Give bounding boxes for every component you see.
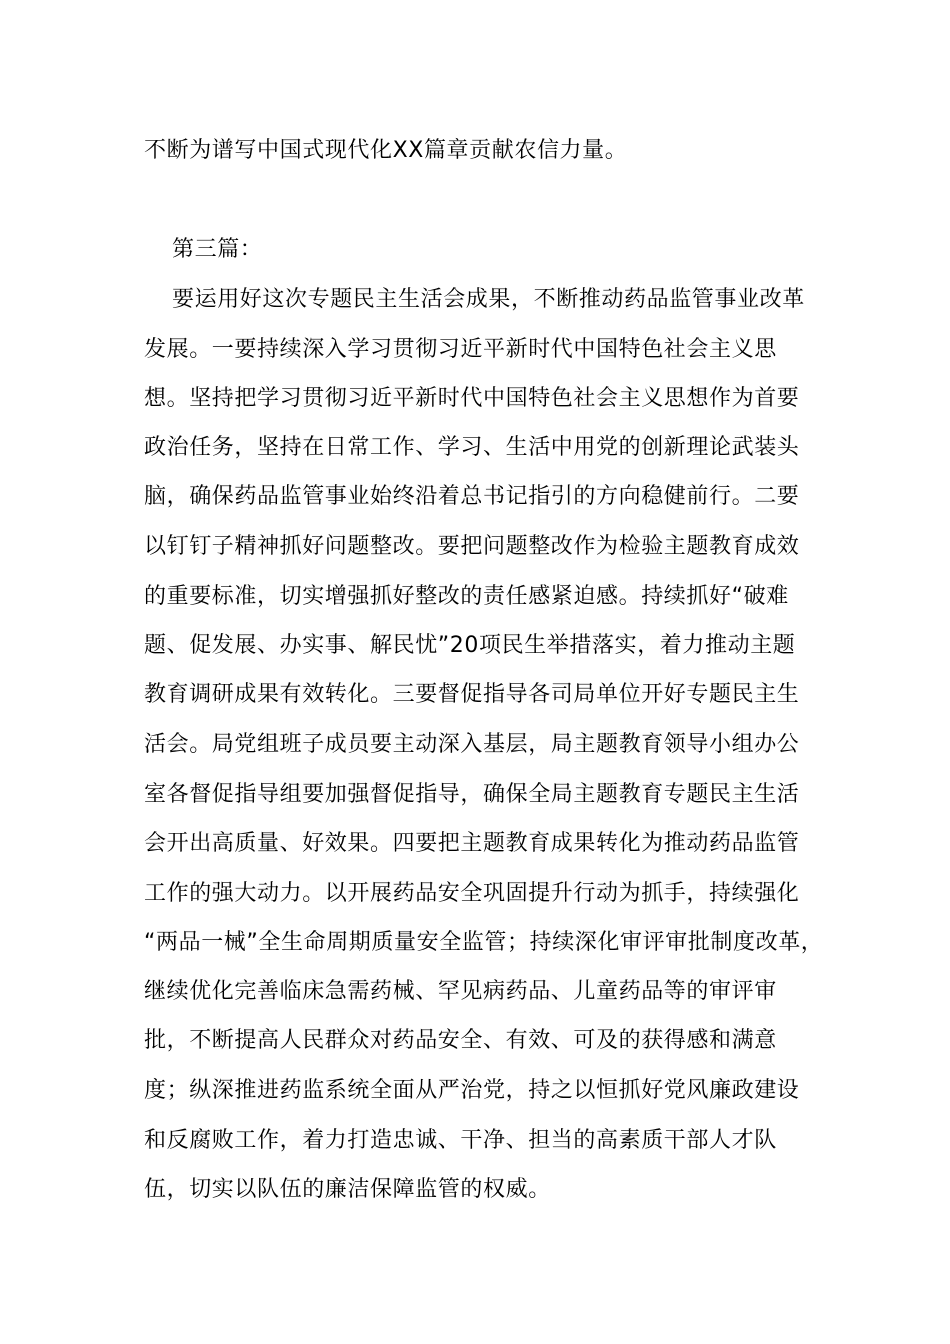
paragraph-line: 继续优化完善临床急需药械、罕见病药品、儿童药品等的审评审	[144, 979, 777, 1004]
paragraph-line: 政治任务，坚持在日常工作、学习、生活中用党的创新理论武装头	[144, 435, 800, 460]
paragraph-line: 脑，确保药品监管事业始终沿着总书记指引的方向稳健前行。二要	[144, 484, 800, 509]
paragraph-line: 要运用好这次专题民主生活会成果，不断推动药品监管事业改革	[172, 287, 805, 312]
paragraph-line: 伍，切实以队伍的廉洁保障监管的权威。	[144, 1177, 551, 1202]
paragraph-line: 发展。一要持续深入学习贯彻习近平新时代中国特色社会主义思	[144, 337, 777, 362]
paragraph-line: 想。坚持把学习贯彻习近平新时代中国特色社会主义思想作为首要	[144, 386, 800, 411]
paragraph-line: 的重要标准，切实增强抓好整改的责任感紧迫感。持续抓好“破难	[144, 584, 789, 609]
paragraph-line: 活会。局党组班子成员要主动深入基层，局主题教育领导小组办公	[144, 732, 800, 757]
paragraph-line: 度；纵深推进药监系统全面从严治党，持之以恒抓好党风廉政建设	[144, 1078, 800, 1103]
paragraph-line: 教育调研成果有效转化。三要督促指导各司局单位开好专题民主生	[144, 682, 800, 707]
paragraph-line: 室各督促指导组要加强督促指导，确保全局主题教育专题民主生活	[144, 782, 800, 807]
paragraph-line: 工作的强大动力。以开展药品安全巩固提升行动为抓手，持续强化	[144, 881, 800, 906]
carryover-paragraph-line: 不断为谱写中国式现代化XX篇章贡献农信力量。	[144, 138, 628, 163]
paragraph-line: 和反腐败工作，着力打造忠诚、干净、担当的高素质干部人才队	[144, 1128, 777, 1153]
section-heading: 第三篇：	[172, 237, 263, 262]
paragraph-line: 会开出高质量、好效果。四要把主题教育成果转化为推动药品监管	[144, 831, 800, 856]
paragraph-line: 以钉钉子精神抓好问题整改。要把问题整改作为检验主题教育成效	[144, 534, 800, 559]
paragraph-line: 批，不断提高人民群众对药品安全、有效、可及的获得感和满意	[144, 1028, 777, 1053]
paragraph-line: “两品一械”全生命周期质量安全监管；持续深化审评审批制度改革，	[144, 930, 824, 955]
paragraph-line: 题、促发展、办实事、解民忧”20项民生举措落实，着力推动主题	[144, 633, 796, 658]
